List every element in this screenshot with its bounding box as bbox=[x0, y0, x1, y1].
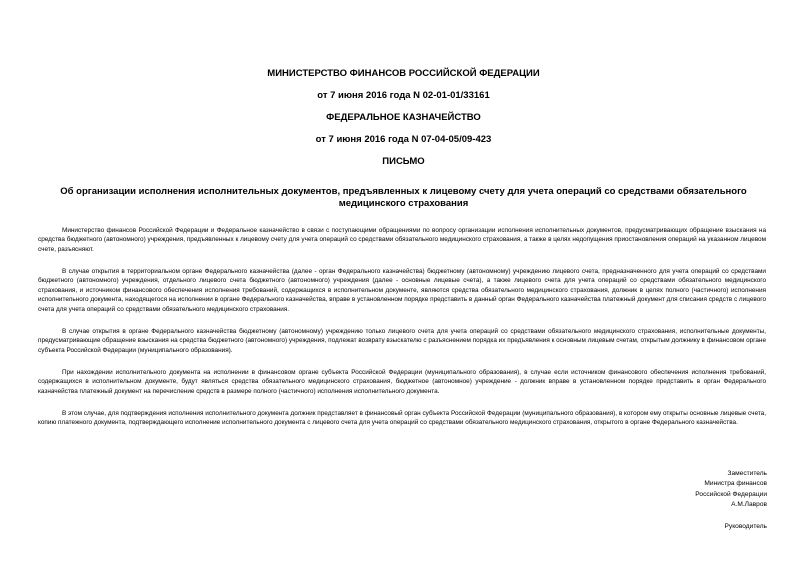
signature-name: А.М.Лавров bbox=[731, 501, 767, 508]
treasury-date-number: от 7 июня 2016 года N 07-04-05/09-423 bbox=[315, 134, 492, 145]
ministry-heading: МИНИСТЕРСТВО ФИНАНСОВ РОССИЙСКОЙ ФЕДЕРАЦИИ bbox=[267, 68, 540, 79]
paragraph-2: В случае открытия в территориальном органе Федерального казначейства (далее - орган Федерального казначейства) бюджетному (автономному) учреждению лицевого счета, предназначенного для учета операций со средствами бюджетного (автономного) учреждения, отдельного лицевого счета бюджетного (автономного) учреждения (далее - основные лицевые счета), а также лицевого счета для учета операций со средствами обязательного медицинского страхования, и источником финансового обеспечения исполнения требований, содержащихся в исполнительном документе, являются средства обязательного медицинского страхования, должник в целях полного (частичного) исполнения исполнительного документа, находящегося на исполнении в органе Федерального казначейства, вправе в установленном порядке представить в данный орган Федерального казначейства платежный документ для списания средств с лицевого счета для учета операций со средствами обязательного медицинского страхования. bbox=[38, 268, 766, 313]
signature-position-2: Министра финансов bbox=[704, 480, 767, 487]
paragraph-1: Министерство финансов Российской Федерации и Федеральное казначейство в связи с поступающими обращениями по вопросу организации исполнения исполнительных документов, предусматривающих обращение взыскания на средства бюджетного (автономного) учреждения, предъявленных к лицевому счету для учета операций со средствами обязательного медицинского страхования, а также в целях недопущения приостановления операций на указанном лицевом счете, разъясняют. bbox=[38, 227, 766, 253]
paragraph-5: В этом случае, для подтверждения исполнения исполнительного документа должник представляет в финансовый орган субъекта Российской Федерации (муниципального образования), в котором ему открыты основные лицевые счета, копию платежного документа, подтверждающего исполнение исполнительного документа с лицевого счета для учета операций со средствами обязательного медицинского страхования, открытого в органе Федерального казначейства. bbox=[38, 410, 766, 427]
paragraph-4: При нахождении исполнительного документа на исполнении в финансовом органе субъекта Российской Федерации (муниципального образования), в случае если источником финансового обеспечения исполнения требований, содержащихся в исполнительном документе, будут являться средства обязательного медицинского страхования, бюджетное (автономное) учреждение - должник вправе в установленном порядке представить в орган Федерального казначейства платежный документ на перечисление средств в размере полного (частичного) исполнения исполнительного документа. bbox=[38, 369, 766, 395]
signature-second-position: Руководитель bbox=[724, 523, 767, 530]
signature-organization: Российской Федерации bbox=[695, 491, 767, 498]
ministry-date-number: от 7 июня 2016 года N 02-01-01/33161 bbox=[317, 90, 490, 101]
document-title: Об организации исполнения исполнительных документов, предъявленных к лицевому счету для учета операций со средствами обязательного медицинского страхования bbox=[60, 186, 747, 209]
document-type: ПИСЬМО bbox=[382, 156, 425, 167]
signature-position: Заместитель bbox=[727, 470, 767, 477]
treasury-heading: ФЕДЕРАЛЬНОЕ КАЗНАЧЕЙСТВО bbox=[326, 112, 481, 123]
paragraph-3: В случае открытия в органе Федерального казначейства бюджетному (автономному) учреждению только лицевого счета для учета операций со средствами обязательного медицинского страхования, исполнительные документы, предусматривающие обращение взыскания на средства бюджетного (автономного) учреждения, подлежат возврату взыскателю с разъяснением порядка их предъявления к основным лицевым счетам, открытым должнику в финансовом органе субъекта Российской Федерации (муниципального образования). bbox=[38, 328, 766, 354]
